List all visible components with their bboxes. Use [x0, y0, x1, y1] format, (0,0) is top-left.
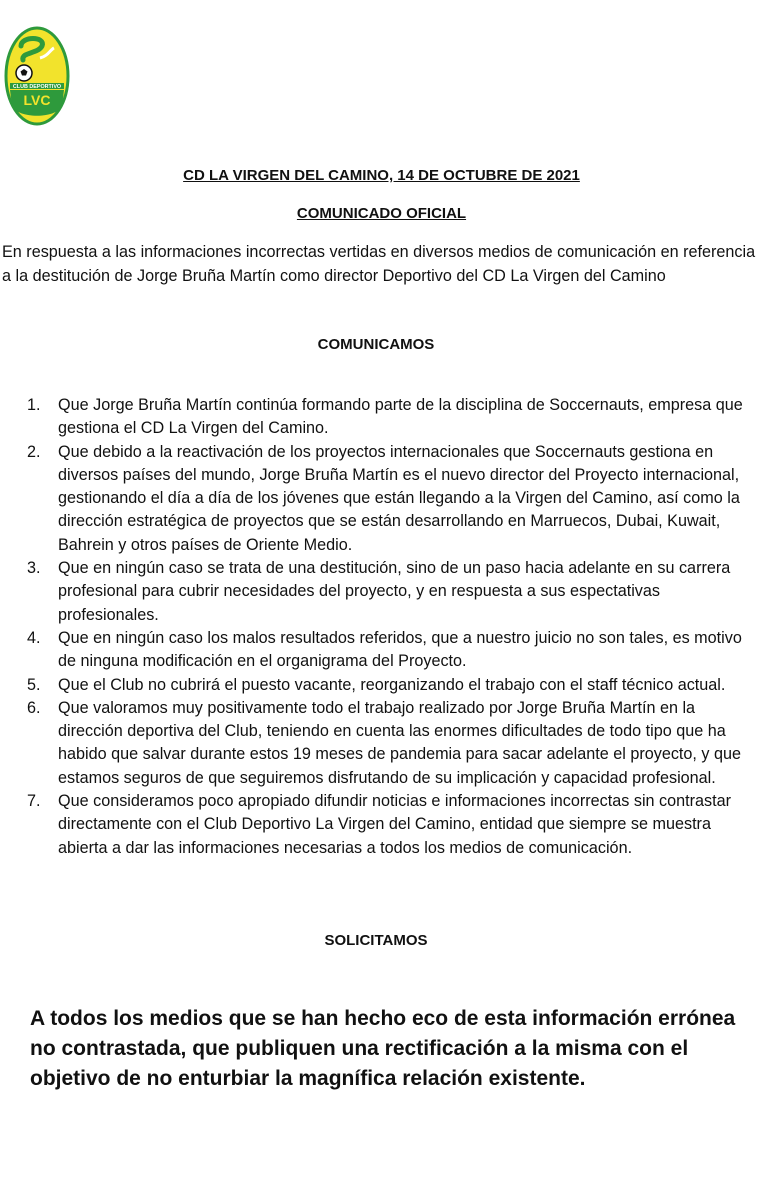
list-item [0, 441, 752, 557]
place-date-heading: CD LA VIRGEN DEL CAMINO, 14 DE OCTUBRE DE 2021 [183, 167, 580, 184]
list-item [0, 674, 752, 697]
club-crest-logo [4, 26, 70, 126]
logo-initials-text: LVC [23, 92, 51, 108]
item-text: Que el Club no cubrirá el puesto vacante, reorganizando el trabajo con el staff técnico actual. [58, 675, 726, 694]
soccer-ball-icon [16, 65, 32, 81]
item-number: 5. [27, 675, 41, 694]
item-number: 3. [27, 559, 41, 578]
list-item [0, 697, 752, 790]
item-number: 4. [27, 628, 41, 647]
item-text: Que en ningún caso los malos resultados referidos, que a nuestro juicio no son tales, es motivo de ninguna modificación en el organigrama del Proyecto. [58, 628, 742, 671]
solicitamos-statement: A todos los medios que se han hecho eco de esta información errónea no contrastada, que publiquen una rectificación a la misma con el objetivo de no enturbiar la magnífica relación existente. [30, 1007, 736, 1090]
solicitamos-heading: SOLICITAMOS [324, 932, 428, 949]
comunicamos-list [0, 394, 752, 860]
item-number: 6. [27, 698, 41, 717]
item-text: Que valoramos muy positivamente todo el trabajo realizado por Jorge Bruña Martín en la dirección deportiva del Club, teniendo en cuenta las enormes dificultades de todo tipo que ha habido que salvar durante estos 19 meses de pandemia para sacar adelante el proyecto, y que estamos seguros de que seguiremos disfrutando de su implicación y capacidad profesional. [58, 698, 742, 787]
communique-title: COMUNICADO OFICIAL [296, 205, 467, 222]
item-text: Que debido a la reactivación de los proyectos internacionales que Soccernauts gestiona en diversos países del mundo, Jorge Bruña Martín es el nuevo director del Proyecto internacional, gestionando el día a día de los jóvenes que están llegando a la Virgen del Camino, así como la dirección estratégica de proyectos que se están desarrollando en Marruecos, Dubai, Kuwait, Bahrein y otros países de Oriente Medio. [58, 442, 740, 554]
item-text: Que consideramos poco apropiado difundir noticias e informaciones incorrectas sin contrastar directamente con el Club Deportivo La Virgen del Camino, entidad que siempre se muestra abierta a dar las informaciones necesarias a todos los medios de comunicación. [58, 792, 732, 857]
intro-paragraph: En respuesta a las informaciones incorrectas vertidas en diversos medios de comunicación en referencia a la destitución de Jorge Bruña Martín como director Deportivo del CD La Virgen del Camino [2, 243, 756, 285]
list-item [0, 394, 752, 441]
item-number: 7. [27, 792, 41, 811]
list-item [0, 627, 752, 674]
item-number: 1. [27, 396, 41, 414]
list-item [0, 790, 752, 860]
list-item [0, 557, 752, 627]
item-text: Que en ningún caso se trata de una destitución, sino de un paso hacia adelante en su carrera profesional para cubrir necesidades del proyecto, y en respuesta a sus espectativas profesionales. [58, 559, 731, 624]
comunicamos-heading: COMUNICAMOS [317, 336, 435, 353]
item-text: Que Jorge Bruña Martín continúa formando parte de la disciplina de Soccernauts, empresa que gestiona el CD La Virgen del Camino. [58, 396, 743, 438]
item-number: 2. [27, 442, 41, 461]
logo-club-deportivo-text: CLUB DEPORTIVO [12, 84, 62, 90]
